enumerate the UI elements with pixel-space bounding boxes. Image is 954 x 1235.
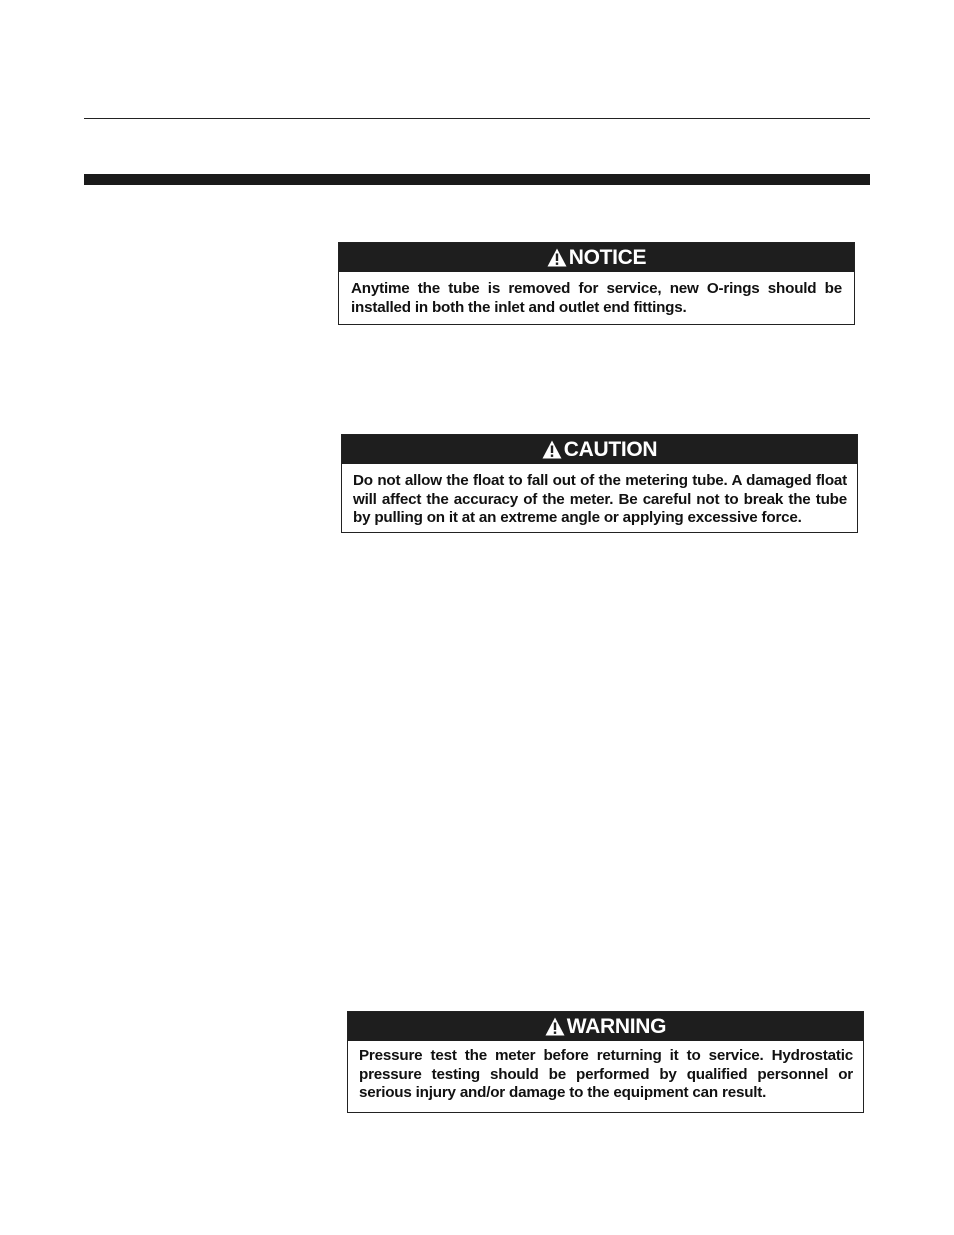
warning-title: WARNING bbox=[566, 1014, 667, 1038]
warning-box bbox=[347, 1011, 864, 1113]
warning-triangle-icon bbox=[542, 440, 562, 459]
warning-triangle-icon bbox=[545, 1017, 565, 1036]
caution-title: CAUTION bbox=[563, 437, 658, 461]
notice-text: Anytime the tube is removed for service, new O-rings should be installed in both the inlet and outlet end fittings. bbox=[351, 280, 842, 316]
notice-box bbox=[338, 242, 855, 325]
warning-header bbox=[348, 1012, 863, 1041]
warning-triangle-icon bbox=[547, 248, 567, 267]
caution-text: Do not allow the float to fall out of the metering tube. A damaged float will affect the accuracy of the meter. Be careful not to break the tube by pulling on it at an extreme angle or applying excessive force. bbox=[353, 472, 847, 526]
header-rule bbox=[84, 118, 870, 119]
notice-header bbox=[339, 243, 854, 272]
caution-box bbox=[341, 434, 858, 533]
notice-title: NOTICE bbox=[568, 245, 647, 269]
section-bar bbox=[84, 174, 870, 185]
caution-header bbox=[342, 435, 857, 464]
warning-text: Pressure test the meter before returning it to service. Hydrostatic pressure testing should be performed by qualified personnel or serious injury and/or damage to the equipment can result. bbox=[359, 1047, 853, 1101]
